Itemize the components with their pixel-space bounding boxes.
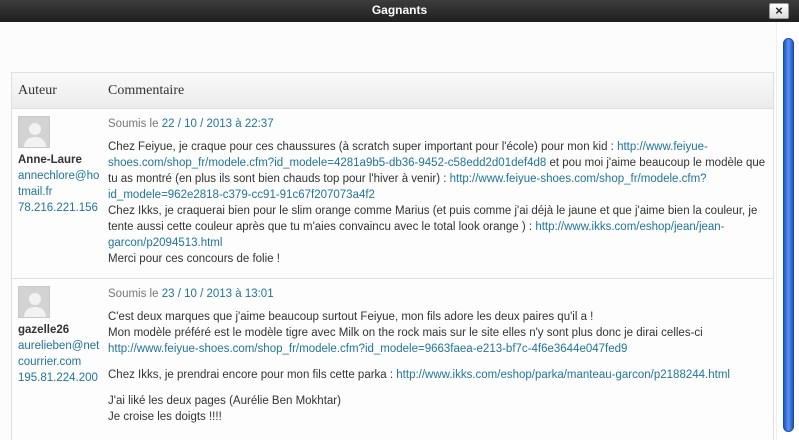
table-row [12, 109, 773, 279]
comment-link[interactable]: http://www.feiyue-shoes.com/shop_fr/modele.cfm?id_modele=962e2818-c379-cc91-91c67f207073a4f2 [108, 173, 707, 201]
comment-date-link[interactable]: 22 / 10 / 2013 à 22:37 [161, 118, 274, 130]
vertical-scrollbar[interactable] [776, 22, 799, 440]
comment-paragraph [108, 139, 768, 203]
window-titlebar [0, 0, 799, 22]
comment-paragraph: Merci pour ces concours de folie ! [108, 253, 280, 265]
submitted-line [108, 116, 768, 132]
comment-paragraph [108, 203, 768, 251]
submitted-prefix: Soumis le [108, 118, 159, 130]
column-header-author: Auteur [18, 83, 57, 98]
comment-paragraph: Je croise les doigts !!!! [108, 411, 222, 423]
scrollbar-thumb[interactable] [783, 38, 794, 432]
table-header [12, 73, 773, 109]
comment-text: et pou moi j'aime beaucoup le modèle que tu as montré (en plus ils sont bien chauds top pour l'hiver à venir) : [108, 157, 766, 185]
author-ip-link[interactable]: 78.216.221.156 [18, 202, 98, 214]
comment-date-link[interactable]: 23 / 10 / 2013 à 13:01 [161, 288, 274, 300]
comment-text: Chez Ikks, je craquerai bien pour le slim orange comme Marius (et puis comme j'ai déjà le jaune et que j'aime bien la couleur, je tente aussi cette couleur après que tu m'aies convaincu avec le total look orange ) : [108, 205, 758, 233]
comment-paragraph [108, 367, 768, 383]
author-name: Anne-Laure [18, 154, 82, 166]
author-cell [18, 116, 102, 216]
comments-table [11, 72, 774, 440]
dialog-content [0, 22, 775, 440]
comment-paragraph: J'ai liké les deux pages (Aurélie Ben Mokhtar) [108, 395, 341, 407]
author-cell [18, 286, 102, 386]
close-button[interactable]: × [769, 3, 789, 19]
comment-paragraph: C'est deux marques que j'aime beaucoup surtout Feiyue, mon fils adore les deux paires qu'il a ! [108, 311, 594, 323]
comment-link[interactable]: http://www.feiyue-shoes.com/shop_fr/modele.cfm?id_modele=9663faea-e213-bf7c-4f6e3644e047fed9 [108, 343, 628, 355]
comment-link[interactable]: http://www.ikks.com/eshop/jean/jean-garcon/p2094513.html [108, 221, 725, 249]
table-row [12, 279, 773, 440]
window-title: Gagnants [371, 3, 428, 17]
comment-cell [108, 286, 768, 425]
comment-text: Chez Ikks, je prendrai encore pour mon fils cette parka : [108, 369, 397, 381]
comment-paragraph [108, 325, 768, 357]
column-header-comment: Commentaire [108, 83, 185, 98]
comment-link[interactable]: http://www.ikks.com/eshop/parka/manteau-garcon/p2188244.html [396, 369, 730, 381]
comment-text: Chez Feiyue, je craque pour ces chaussures (à scratch super important pour l'école) pour mon kid : [108, 141, 618, 153]
author-name: gazelle26 [18, 324, 70, 336]
avatar [18, 286, 50, 318]
comment-text: Mon modèle préféré est le modèle tigre avec Milk on the rock mais sur le site elles n'y sont plus donc je dirai celles-ci [108, 327, 703, 339]
submitted-line [108, 286, 768, 302]
comment-cell [108, 116, 768, 267]
author-email-link[interactable]: annechlore@hotmail.fr [18, 170, 100, 198]
submitted-prefix: Soumis le [108, 288, 159, 300]
avatar [18, 116, 50, 148]
comment-link[interactable]: http://www.feiyue-shoes.com/shop_fr/modele.cfm?id_modele=4281a9b5-db36-9452-c58edd2d01def4d8 [108, 141, 708, 169]
author-email-link[interactable]: aurelieben@netcourrier.com [18, 340, 100, 368]
author-ip-link[interactable]: 195.81.224.200 [18, 372, 98, 384]
